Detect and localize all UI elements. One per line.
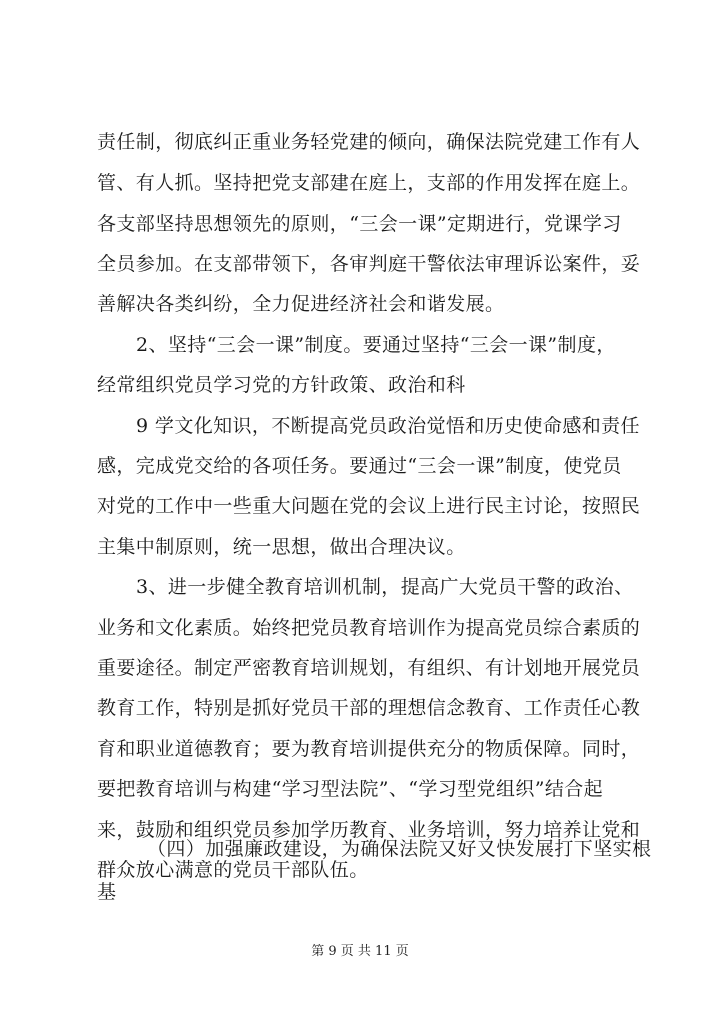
- paragraph-line: 管、有人抓。坚持把党支部建在庭上，支部的作用发挥在庭上。: [97, 172, 641, 194]
- paragraph-line: 业务和文化素质。始终把党员教育培训作为提高党员综合素质的: [97, 617, 641, 639]
- paragraph-line: 重要途径。制定严密教育培训规划，有组织、有计划地开展党员: [97, 657, 641, 679]
- paragraph-line: 2、坚持“三会一课”制度。要通过坚持“三会一课”制度，: [136, 334, 616, 356]
- paragraph-line: 主集中制原则，统一思想，做出合理决议。: [97, 536, 466, 558]
- paragraph-line: 群众放心满意的党员干部队伍。: [97, 859, 369, 881]
- paragraph-line: 经常组织党员学习党的方针政策、政治和科: [97, 374, 466, 396]
- paragraph-line: 3、进一步健全教育培训机制，提高广大党员干警的政治、: [136, 576, 634, 598]
- paragraph-line: 9 学文化知识，不断提高党员政治觉悟和历史使命感和责任: [136, 415, 640, 437]
- paragraph-line: 全员参加。在支部带领下，各审判庭干警依法审理诉讼案件，妥: [97, 253, 641, 275]
- paragraph-line: 善解决各类纠纷，全力促进经济社会和谐发展。: [97, 293, 505, 315]
- paragraph-line: 感，完成党交给的各项任务。要通过“三会一课”制度，使党员: [97, 455, 622, 477]
- page-number-footer: 第 9 页 共 11 页: [311, 944, 409, 959]
- section-heading-line: 基: [97, 881, 117, 903]
- paragraph-line: 要把教育培训与构建“学习型法院”、“学习型党组织”结合起: [97, 778, 604, 800]
- paragraph-line: 责任制，彻底纠正重业务轻党建的倾向，确保法院党建工作有人: [97, 131, 641, 153]
- paragraph-line: 各支部坚持思想领先的原则，“三会一课”定期进行，党课学习: [97, 213, 622, 235]
- paragraph-line: 来，鼓励和组织党员参加学历教育、业务培训，努力培养让党和: [97, 819, 641, 841]
- paragraph-line: 育和职业道德教育；要为教育培训提供充分的物质保障。同时，: [97, 738, 641, 760]
- paragraph-line: 教育工作，特别是抓好党员干部的理想信念教育、工作责任心教: [97, 697, 641, 719]
- paragraph-line: 对党的工作中一些重大问题在党的会议上进行民主讨论，按照民: [97, 495, 641, 517]
- section-heading-line: （四）加强廉政建设，为确保法院又好又快发展打下坚实根: [147, 838, 652, 860]
